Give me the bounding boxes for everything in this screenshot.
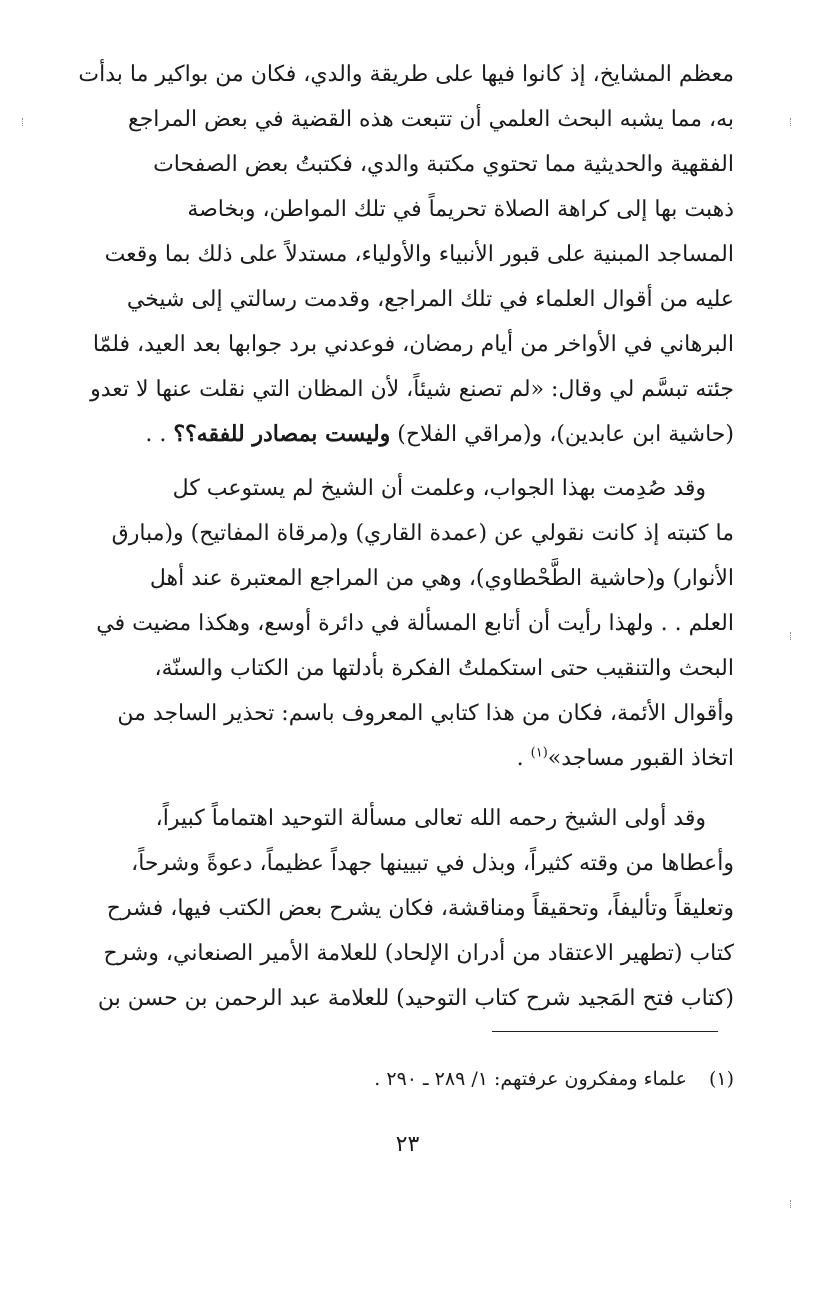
text-segment: (حاشية ابن عابدين)، و(مراقي الفلاح) [390,422,734,447]
paragraph-3 [72,796,734,1021]
text-segment: . . [145,422,174,447]
text-line-last [72,412,734,457]
text-line: عليه من أقوال العلماء في تلك المراجع، وقدمت رسالتي إلى شيخي [126,287,734,312]
text-line: وتعليقاً وتأليفاً، وتحقيقاً ومناقشة، فكان يشرح بعض الكتب فيها، فشرح [106,896,734,921]
bold-text-segment: وليست بمصادر للفقه؟؟ [173,421,391,447]
text-line: معظم المشايخ، إذ كانوا فيها على طريقة والدي، فكان من بواكير ما بدأت [78,62,734,87]
text-line: به، مما يشبه البحث العلمي أن تتبعت هذه القضية في بعض المراجع [127,107,734,132]
margin-speck [790,632,795,640]
text-line: ذهبت بها إلى كراهة الصلاة تحريماً في تلك المواطن، وبخاصة [187,197,734,222]
text-line-last [72,736,734,781]
footnote [72,1064,734,1094]
footnote-text: علماء ومفكرون عرفتهم: ١/ ٢٨٩ ـ ٢٩٠ . [374,1068,687,1090]
paragraph-1 [72,52,734,457]
text-line: وقد صُدِمت بهذا الجواب، وعلمت أن الشيخ لم يستوعب كل [172,476,706,501]
text-line: وقد أولى الشيخ رحمه الله تعالى مسألة التوحيد اهتماماً كبيراً، [155,806,706,831]
text-line: وأقوال الأئمة، فكان من هذا كتابي المعروف باسم: تحذير الساجد من [117,701,734,726]
paragraph-2 [72,466,734,781]
text-segment: اتخاذ القبور مساجد» [547,746,734,771]
text-line: البحث والتنقيب حتى استكملتُ الفكرة بأدلتها من الكتاب والسنّة، [154,656,734,681]
text-line: (كتاب فتح المَجيد شرح كتاب التوحيد) للعلامة عبد الرحمن بن حسن بن [97,986,734,1011]
margin-speck [22,118,27,126]
footnote-marker: (١) [708,1068,734,1090]
text-line: كتاب (تطهير الاعتقاد من أدران الإلحاد) للعلامة الأمير الصنعاني، وشرح [103,941,734,966]
text-line: ما كتبته إذ كانت نقولي عن (عمدة القاري) و(مرقاة المفاتيح) و(مبارق [111,521,734,546]
page-number: ٢٣ [395,1132,420,1157]
text-segment: . [516,746,531,771]
margin-speck [790,118,795,126]
footnote-reference[interactable]: (١) [530,745,548,761]
footnote-divider [492,1031,718,1032]
text-line: وأعطاها من وقته كثيراً، وبذل في تبيينها جهداً عظيماً، دعوةً وشرحاً، [131,851,734,876]
text-line: الأنوار) و(حاشية الطَّحْطاوي)، وهي من المراجع المعتبرة عند أهل [149,566,734,591]
text-line: العلم . . ولهذا رأيت أن أتابع المسألة في دائرة أوسع، وهكذا مضيت في [96,611,734,636]
margin-speck [790,1200,795,1208]
text-line: الفقهية والحديثية مما تحتوي مكتبة والدي، فكتبتُ بعض الصفحات [153,152,734,177]
text-line: البرهاني في الأواخر من أيام رمضان، فوعدني برد جوابها بعد العيد، فلمّا [92,332,734,357]
text-line: جئته تبسَّم لي وقال: «لم تصنع شيئاً، لأن المظان التي نقلت عنها لا تعدو [90,377,734,402]
text-line: المساجد المبنية على قبور الأنبياء والأولياء، مستدلاً على ذلك بما وقعت [104,242,734,267]
